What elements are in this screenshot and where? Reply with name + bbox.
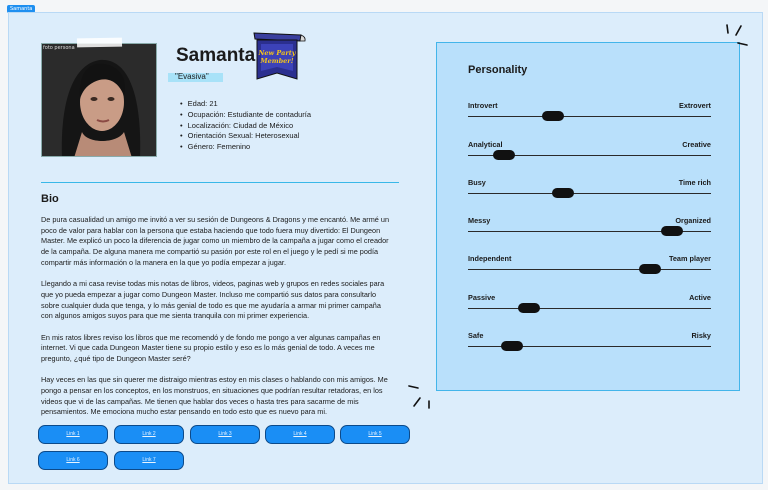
trait-left-label: Safe: [468, 331, 484, 340]
trait-slider-track: [468, 308, 711, 309]
trait-slider-track: [468, 193, 711, 194]
fact-occupation: • Ocupación: Estudiante de contaduría: [180, 110, 311, 121]
section-divider: [41, 182, 399, 183]
sparkle-decoration: [404, 382, 434, 410]
trait-slider-track: [468, 269, 711, 270]
tape-strip: [77, 38, 122, 48]
frame-label: Samanta: [7, 5, 35, 13]
trait-right-label: Risky: [691, 331, 711, 340]
trait-right-label: Organized: [675, 216, 711, 225]
bio-paragraph: En mis ratos libres reviso los libros que me recomendó y de fondo me pongo a ver algunas campañas en internet. Vi que cada Dungeon Master tiene su propio estilo y eso es lo más genial de todo. A veces me pregunto, ¿qué tipo de Dungeon Master seré?: [41, 332, 381, 363]
photo-alt-text: foto persona: [43, 45, 75, 51]
trait-left-label: Analytical: [468, 140, 503, 149]
trait-right-label: Team player: [668, 254, 711, 263]
trait-right-label: Time rich: [678, 178, 711, 187]
trait-left-label: Independent: [468, 254, 512, 263]
trait-messy-organized: [468, 216, 711, 241]
fact-gender: • Género: Femenino: [180, 142, 311, 153]
bio-heading: Bio: [41, 193, 59, 205]
link-1-button[interactable]: Link 1: [38, 425, 108, 444]
trait-left-label: Busy: [468, 178, 486, 187]
trait-slider-handle[interactable]: [518, 303, 540, 313]
badge-line2: Member!: [260, 57, 294, 65]
trait-independent-teamplayer: [468, 254, 711, 279]
persona-name: Samanta: [176, 45, 256, 66]
new-party-member-badge: [251, 27, 307, 85]
trait-right-label: Extrovert: [678, 101, 711, 110]
trait-slider-handle[interactable]: [639, 264, 661, 274]
sparkle-decoration: [722, 22, 752, 48]
portrait-image: [42, 44, 157, 157]
trait-left-label: Passive: [468, 293, 496, 302]
fact-location: • Localización: Ciudad de México: [180, 121, 311, 132]
trait-left-label: Messy: [468, 216, 491, 225]
trait-slider-handle[interactable]: [661, 226, 683, 236]
fact-orientation: • Orientación Sexual: Heterosexual: [180, 131, 311, 142]
personality-panel: [436, 42, 740, 391]
trait-slider-handle[interactable]: [501, 341, 523, 351]
link-7-button[interactable]: Link 7: [114, 451, 184, 470]
link-4-button[interactable]: Link 4: [265, 425, 335, 444]
link-6-button[interactable]: Link 6: [38, 451, 108, 470]
trait-slider-track: [468, 116, 711, 117]
trait-safe-risky: [468, 331, 711, 356]
link-3-button[interactable]: Link 3: [190, 425, 260, 444]
bio-paragraph: Llegando a mi casa revise todas mis notas de libros, videos, paginas web y grupos en redes sociales para que yo pueda empezar a jugar como Dungeon Master. Incluso me compartió sus datos para consultarlo sobre cualquier duda que tenga, y lo más genial de todo es que me ayudaría a armar mi primer campaña con algunos amigos suyos para que me sienta tranquila con mi primer experiencia.: [41, 279, 385, 321]
trait-busy-timerich: [468, 178, 711, 203]
link-5-button[interactable]: Link 5: [340, 425, 410, 444]
trait-right-label: Active: [689, 293, 711, 302]
trait-introvert-extrovert: [468, 101, 711, 126]
badge-line1: New Party: [258, 49, 296, 57]
fact-age: • Edad: 21: [180, 99, 311, 110]
trait-passive-active: [468, 293, 711, 318]
trait-slider-handle[interactable]: [493, 150, 515, 160]
personality-heading: Personality: [468, 64, 528, 76]
bio-paragraph: Hay veces en las que sin querer me distraigo mientras estoy en mis clases o hablando con mis amigos. Me pongo a pensar en los conceptos, en los monstruos, en situaciones que podrían resultar retadoras, en los videos que vi de las campañas. Me tienen que hablar dos veces o hasta tres para sacarme de mis pensamientos. Me emociona mucho estar pensando en todo esto que es nuevo para mi.: [41, 375, 388, 417]
profile-photo: [41, 43, 157, 157]
link-2-button[interactable]: Link 2: [114, 425, 184, 444]
persona-nickname: "Evasiva": [175, 72, 209, 81]
bio-paragraph: De pura casualidad un amigo me invitó a ver su sesión de Dungeons & Dragons y me encantó. Me armé un poco de valor para hablar con la persona que estaba haciendo que todo fuera muy divertido: El Dungeon Master. Me explicó un poco la diferencia de jugar como un miembro de la campaña a jugar como el creador de la campaña. De alguna manera me compartió su pasión por este rol en el juego y le pedí si me podía compartir más información o la manera en la que yo podía empezar a jugar.: [41, 215, 390, 267]
bio-text: [41, 215, 389, 429]
trait-left-label: Introvert: [468, 101, 498, 110]
trait-right-label: Creative: [682, 140, 711, 149]
trait-analytical-creative: [468, 140, 711, 165]
trait-slider-handle[interactable]: [552, 188, 574, 198]
persona-facts: [180, 99, 311, 153]
trait-slider-handle[interactable]: [542, 111, 564, 121]
